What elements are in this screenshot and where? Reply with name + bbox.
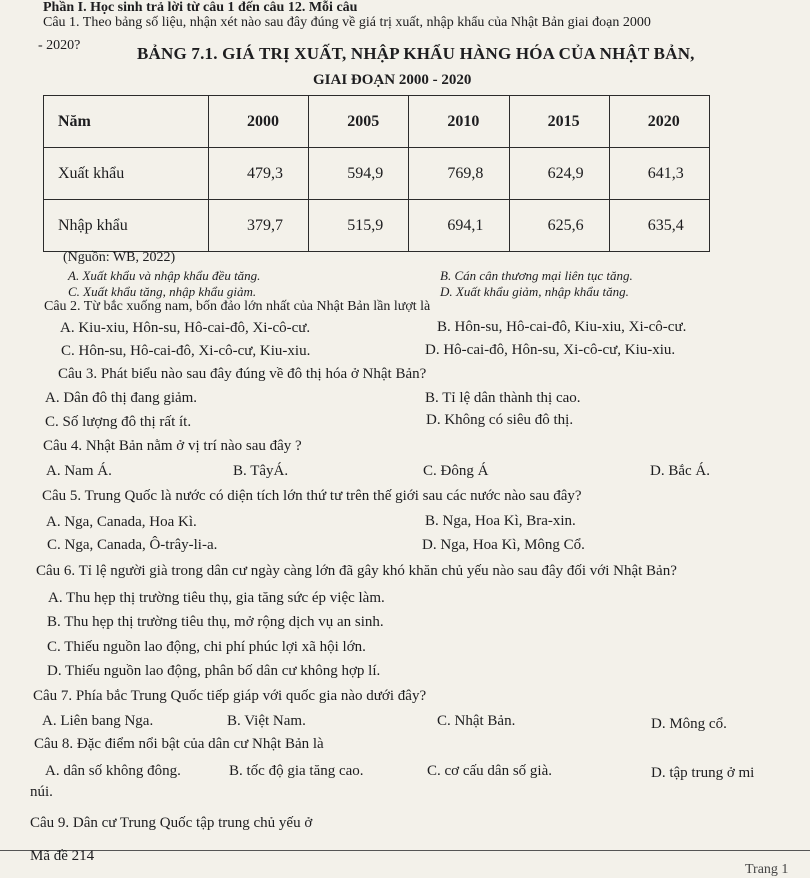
q4-option-b[interactable]: B. TâyÁ. — [233, 463, 289, 479]
table-header-cell: 2005 — [309, 96, 409, 148]
table-cell: 479,3 — [209, 148, 309, 200]
table-cell: 625,6 — [509, 200, 609, 252]
q3-option-d[interactable]: D. Không có siêu đô thị. — [426, 412, 574, 428]
q6-option-c[interactable]: C. Thiếu nguồn lao động, chi phí phúc lợi xã hội lớn. — [47, 639, 366, 655]
table-cell: 635,4 — [609, 200, 709, 252]
table-cell: 624,9 — [509, 148, 609, 200]
table-cell: 641,3 — [609, 148, 709, 200]
q1-stem-line2: - 2020? — [38, 38, 81, 53]
q1-option-c[interactable]: C. Xuất khẩu tăng, nhập khẩu giảm. — [68, 284, 257, 299]
table-cell: Nhập khẩu — [44, 200, 209, 252]
part-heading: Phần I. Học sinh trả lời từ câu 1 đến câu 12. Mỗi câu — [43, 0, 358, 15]
q2-option-c[interactable]: C. Hôn-su, Hô-cai-đô, Xi-cô-cư, Kiu-xiu. — [61, 343, 311, 359]
table-cell: 379,7 — [209, 200, 309, 252]
q2-stem: Câu 2. Từ bắc xuống nam, bốn đảo lớn nhất của Nhật Bản lần lượt là — [44, 299, 431, 314]
table-row — [44, 148, 710, 200]
q2-option-a[interactable]: A. Kiu-xiu, Hôn-su, Hô-cai-đô, Xi-cô-cư. — [60, 320, 311, 336]
q9-stem: Câu 9. Dân cư Trung Quốc tập trung chủ yếu ở — [30, 815, 313, 831]
table-cell: Xuất khẩu — [44, 148, 209, 200]
q3-option-b[interactable]: B. Tỉ lệ dân thành thị cao. — [425, 390, 581, 406]
q5-option-b[interactable]: B. Nga, Hoa Kì, Bra-xin. — [425, 513, 576, 529]
q8-option-b[interactable]: B. tốc độ gia tăng cao. — [229, 763, 364, 779]
data-table — [43, 95, 710, 252]
q1-option-d[interactable]: D. Xuất khẩu giảm, nhập khẩu tăng. — [440, 284, 629, 299]
q3-stem: Câu 3. Phát biểu nào sau đây đúng về đô thị hóa ở Nhật Bản? — [58, 366, 427, 382]
q5-option-c[interactable]: C. Nga, Canada, Ô-trây-li-a. — [47, 537, 218, 553]
table-header-cell: Năm — [44, 96, 209, 148]
table-source: (Nguồn: WB, 2022) — [63, 250, 176, 265]
q8-option-c[interactable]: C. cơ cấu dân số già. — [427, 763, 552, 779]
q1-option-a[interactable]: A. Xuất khẩu và nhập khẩu đều tăng. — [68, 268, 261, 283]
q4-option-d[interactable]: D. Bắc Á. — [650, 463, 710, 479]
q7-option-c[interactable]: C. Nhật Bản. — [437, 713, 516, 729]
q8-option-d-continued: núi. — [30, 784, 53, 800]
q3-option-c[interactable]: C. Số lượng đô thị rất ít. — [45, 414, 192, 430]
table-cell: 769,8 — [409, 148, 509, 200]
q7-option-a[interactable]: A. Liên bang Nga. — [42, 713, 154, 729]
table-cell: 594,9 — [309, 148, 409, 200]
table-title: BẢNG 7.1. GIÁ TRỊ XUẤT, NHẬP KHẨU HÀNG HÓA CỦA NHẬT BẢN, — [137, 44, 695, 63]
q6-option-a[interactable]: A. Thu hẹp thị trường tiêu thụ, gia tăng sức ép việc làm. — [48, 590, 385, 606]
table-cell: 694,1 — [409, 200, 509, 252]
table-header-cell: 2020 — [609, 96, 709, 148]
q7-option-d[interactable]: D. Mông cổ. — [651, 716, 727, 732]
q4-option-c[interactable]: C. Đông Á — [423, 463, 489, 479]
q5-option-a[interactable]: A. Nga, Canada, Hoa Kì. — [46, 514, 197, 530]
q5-option-d[interactable]: D. Nga, Hoa Kì, Mông Cổ. — [422, 537, 585, 553]
table-header-row — [44, 96, 710, 148]
q5-stem: Câu 5. Trung Quốc là nước có diện tích lớn thứ tư trên thế giới sau các nước nào sau đây? — [42, 488, 582, 504]
table-header-cell: 2000 — [209, 96, 309, 148]
footer-divider — [0, 850, 810, 851]
q2-option-d[interactable]: D. Hô-cai-đô, Hôn-su, Xi-cô-cư, Kiu-xiu. — [425, 342, 676, 358]
table-header-cell: 2010 — [409, 96, 509, 148]
table-row — [44, 200, 710, 252]
q3-option-a[interactable]: A. Dân đô thị đang giảm. — [45, 390, 198, 406]
q8-stem: Câu 8. Đặc điểm nổi bật của dân cư Nhật Bản là — [34, 736, 324, 752]
q6-option-d[interactable]: D. Thiếu nguồn lao động, phân bố dân cư không hợp lí. — [47, 663, 381, 679]
q7-option-b[interactable]: B. Việt Nam. — [227, 713, 306, 729]
q1-option-b[interactable]: B. Cán cân thương mại liên tục tăng. — [440, 268, 633, 283]
table-subtitle: GIAI ĐOẠN 2000 - 2020 — [313, 72, 472, 88]
q7-stem: Câu 7. Phía bắc Trung Quốc tiếp giáp với quốc gia nào dưới đây? — [33, 688, 427, 704]
q1-stem-line1: Câu 1. Theo bảng số liệu, nhận xét nào sau đây đúng về giá trị xuất, nhập khẩu của Nhật Bản giai đoạn 2000 — [43, 15, 651, 30]
q6-option-b[interactable]: B. Thu hẹp thị trường tiêu thụ, mở rộng dịch vụ an sinh. — [47, 614, 384, 630]
table-cell: 515,9 — [309, 200, 409, 252]
q4-option-a[interactable]: A. Nam Á. — [46, 463, 112, 479]
page-number: Trang 1 — [745, 862, 789, 877]
exam-code: Mã đề 214 — [30, 848, 95, 864]
q8-option-d[interactable]: D. tập trung ở mi — [651, 765, 755, 781]
q4-stem: Câu 4. Nhật Bản nằm ở vị trí nào sau đây ? — [43, 438, 302, 454]
q8-option-a[interactable]: A. dân số không đông. — [45, 763, 181, 779]
q2-option-b[interactable]: B. Hôn-su, Hô-cai-đô, Kiu-xiu, Xi-cô-cư. — [437, 319, 687, 335]
table-header-cell: 2015 — [509, 96, 609, 148]
q6-stem: Câu 6. Tỉ lệ người già trong dân cư ngày càng lớn đã gây khó khăn chủ yếu nào sau đây đối với Nhật Bản? — [36, 563, 677, 579]
